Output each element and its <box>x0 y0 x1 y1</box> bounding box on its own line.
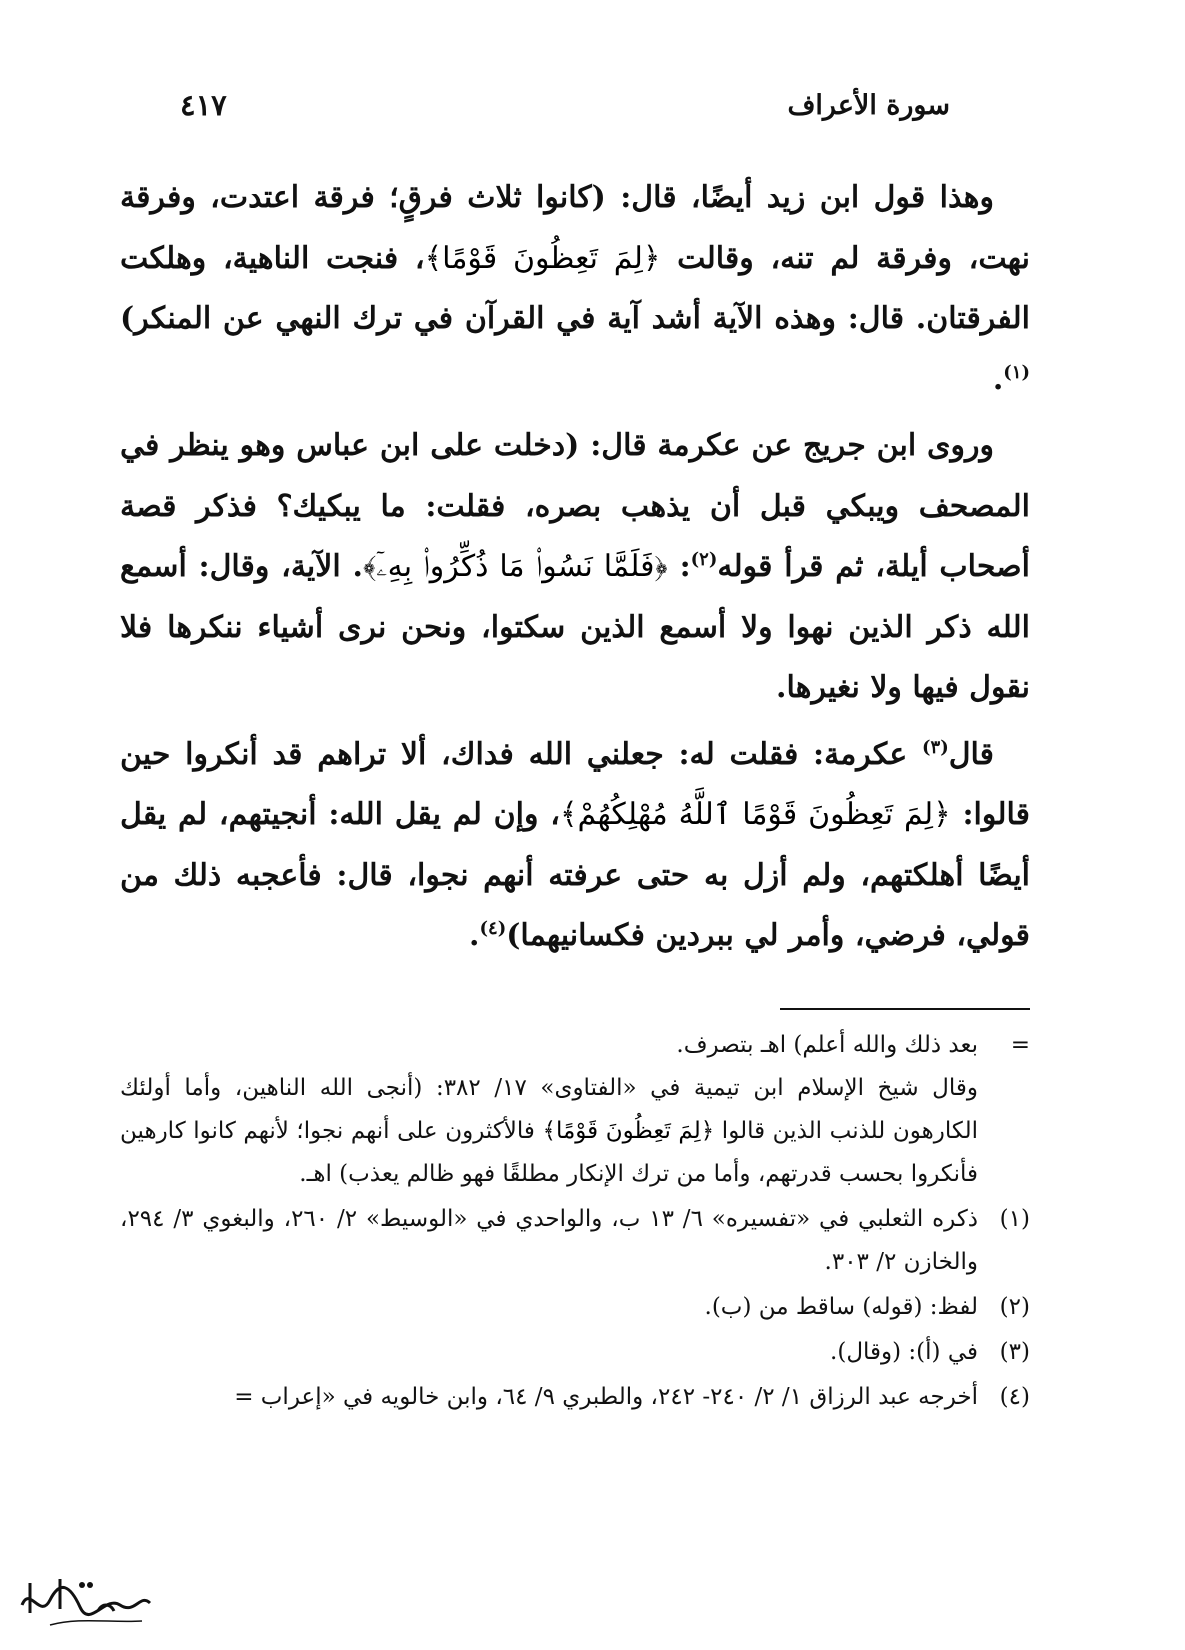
quran-quote: ﴿لِمَ تَعِظُونَ قَوْمًا﴾ <box>542 1118 715 1144</box>
footnote-item <box>120 1286 1030 1329</box>
footnote-divider <box>780 1008 1030 1010</box>
footnote-mark: (٤) <box>999 1384 1030 1410</box>
footnote-continuation: = بعد ذلك والله أعلم) اهـ بتصرف. وقال شيخ الإسلام ابن تيمية في «الفتاوى» ١٧/ ٣٨٢: (أنجى الله الناهين، وأما أولئك الكارهون للذنب الذين قالوا ﴿لِمَ تَعِظُونَ قَوْمًا﴾ فالأكثرون على أنهم نجوا؛ لأنهم كانوا كارهين فأنكروا بحسب قدرتهم، وأما من ترك الإنكار مطلقًا فهو ظالم يعذب) اهـ. <box>120 1024 1030 1196</box>
footnotes <box>120 1024 1030 1419</box>
quran-quote: ﴿لِمَ تَعِظُونَ قَوْمًا ٱللَّهُ مُهْلِكُهُمْ﴾ <box>559 797 951 832</box>
footnote-mark: (٢) <box>999 1294 1030 1320</box>
footnote-text: في (أ): (وقال). <box>830 1339 978 1365</box>
running-title: سورة الأعراف <box>787 89 950 121</box>
footnote-text: ذكره الثعلبي في «تفسيره» ٦/ ١٣ ب، والواحدي في «الوسيط» ٢/ ٢٦٠، والبغوي ٣/ ٢٩٤، والخازن ٢/ ٣٠٣. <box>120 1206 979 1275</box>
page-number: ٤١٧ <box>180 88 227 122</box>
footnote-mark: (٣) <box>999 1339 1030 1365</box>
footnote-text: أخرجه عبد الرزاق ١/ ٢/ ٢٤٠- ٢٤٢، والطبري ٩/ ٦٤، وابن خالويه في «إعراب = <box>234 1384 978 1410</box>
footnote-ref: (١) <box>1003 361 1030 383</box>
quran-quote: ﴿فَلَمَّا نَسُوا۟ مَا ذُكِّرُوا۟ بِهِۦٓ﴾ <box>362 549 668 584</box>
footnote-item <box>120 1331 1030 1374</box>
footnote-ref: (٢) <box>690 549 718 570</box>
footnote-item <box>120 1376 1030 1419</box>
paragraph-2: وروى ابن جريج عن عكرمة قال: (دخلت على ابن عباس وهو ينظر في المصحف ويبكي قبل أن يذهب بصره، فقلت: ما يبكيك؟ فذكر قصة أصحاب أيلة، ثم قرأ قوله$^{(٢)}$: ﴿فَلَمَّا نَسُوا۟ مَا ذُكِّرُوا۟ بِهِۦٓ﴾. الآية، وقال: أسمع الله ذكر الذين نهوا ولا أسمع الذين سكتوا، ونحن نرى أشياء ننكرها فلا نقول فيها ولا نغيرها. <box>120 428 1030 705</box>
footnote-line: بعد ذلك والله أعلم) اهـ بتصرف. <box>676 1032 978 1058</box>
main-text <box>120 168 1030 973</box>
footnote-mark: = <box>1010 1032 1030 1058</box>
footnote-ref: (٣) <box>921 736 949 758</box>
quran-quote: ﴿لِمَ تَعِظُونَ قَوْمًا﴾ <box>424 240 661 276</box>
watermark-logo-icon <box>10 1565 160 1635</box>
page-header <box>180 80 950 130</box>
paragraph-3: قال$^{(٣)}$ عكرمة: فقلت له: جعلني الله فداك، ألا تراهم قد أنكروا حين قالوا: ﴿لِمَ تَعِظُونَ قَوْمًا ٱللَّهُ مُهْلِكُهُمْ﴾، وإن لم يقل الله: أنجيتهم، لم يقل أيضًا أهلكتهم، ولم أزل به حتى عرفته أنهم نجوا، قال: فأعجبه ذلك من قولي، فرضي، وأمر لي ببردين فكسانيهما)$^{(٤)}$. <box>120 736 1030 953</box>
paragraph-1: وهذا قول ابن زيد أيضًا، قال: (كانوا ثلاث فرقٍ؛ فرقة اعتدت، وفرقة نهت، وفرقة لم تنه، وقالت ﴿لِمَ تَعِظُونَ قَوْمًا﴾، فنجت الناهية، وهلكت الفرقتان. قال: وهذه الآية أشد آية في القرآن في ترك النهي عن المنكر)$^{(١)}$. <box>120 180 1030 397</box>
footnote-mark: (١) <box>999 1206 1030 1232</box>
footnote-text: لفظ: (قوله) ساقط من (ب). <box>704 1294 978 1320</box>
footnote-item <box>120 1198 1030 1284</box>
footnote-ref: (٤) <box>479 918 507 939</box>
